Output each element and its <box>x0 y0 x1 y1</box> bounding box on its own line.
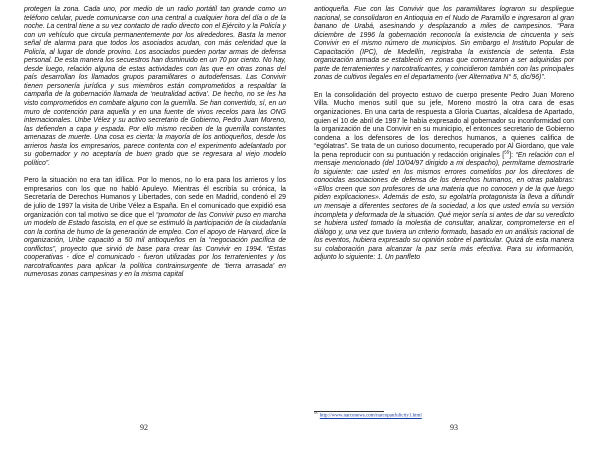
footnote-link[interactable]: http://www.narconews.com/narcopanfulicity1.html <box>319 414 422 419</box>
body-text: Pero la situación no era tan idílica. Por lo menos, no lo era para los arrieros y los empresarios con los que no habló Apuleyo. Mientras él escribía su crónica, la Secretaría de Derechos Humanos y Libertades, con sede en Madrid, condenó el 29 de julio de 1997 la visita de Uribe Vélez a España. En el comunicado que expidió esa organización con tal motivo se dice que el <box>24 177 286 219</box>
paragraph <box>24 6 286 168</box>
quoted-text: “En relación con el mensaje mencionado (del 10/04/97 dirigido a mi despacho), permítame demostrarle lo siguiente: cae usted en los mismos errores cometidos por los directores de conocidas asociaciones de defensa de los derechos humanos, en otras palabras: «Ellos creen que son profesores de una materia que no conocen y de la que luego piden explicaciones». Además de esto, su egolatría protagonista la lleva a difundir un mensaje a diferentes sectores de la sociedad, a los que usted envía su versión incompleta y deformada de la situación. Qué mejor sería si antes de dar su veredicto se hubiera usted tomado la molestia de consultar, analizar, comprometerse en el diálogo y, una vez que tuviera un criterio formado, basado en un análisis racional de los eventos, hubiera expresado su opinión sobre el particular. Quizá de esta manera su colaboración para alcanzar la paz sería más efectiva. Para su información, adjunto lo siguiente: 1. Un panfleto <box>314 151 574 262</box>
footnote-reference: 55 <box>504 149 510 155</box>
right-page-text <box>314 6 574 263</box>
footnote-number: 55 <box>314 411 318 416</box>
page-number: 93 <box>450 423 458 432</box>
quoted-text: “promotor de las Convivir puso en marcha un modelo de Estado fascista, en el que se estimuló la participación de la ciudadanía con la cortina de humo de la generación de empleo. Con el apoyo de Harvard, dice la organización, Uribe capacitó a 50 mil antioqueños en la “negociación pacífica de conflictos”, proyecto que sirvió de base para crear las Convivir en 1994. “Estas cooperativas - dice el comunicado - fueron utilizadas por los terratenientes y los narcotraficantes para aplicar la política contrainsurgente de ‘tierra arrasada’ en numerosas zonas campesinas y en la misma capital <box>24 211 286 279</box>
footnote-divider <box>314 411 384 412</box>
quoted-text: protegen la zona. Cada uno, por medio de un radio portátil tan grande como un teléfono celular, puede comunicarse con una central a cualquier hora del día o de la noche. La central tiene a su vez contacto de radio directo con el Ejército y la Policía y con un vehículo que circula permanentemente por los alrededores. Basta la menor señal de alarma para que todos los asociados acudan, con más celeridad que la Policía, al lugar de donde provino. Los asociados pueden portar armas de defensa personal. De esta manera los secuestros han disminuido en un 70 por ciento. No hay, desde luego, relación alguna de estas actividades con las que en otras zonas del país desarrollan los llamados grupos paramilitares o autodefensas. Las Convivir tienen personería jurídica y sus miembros están comprometidos a respaldar la campaña de la gobernación llamada de ‘neutralidad activa’. De hecho, no se les ha visto comprometidos en combate alguno con la guerrilla. Se han convertido, sí, en un muro de contención para aquella y en una fuente de vivos recelos para las ONG internacionales. Uribe Vélez y su activo secretario de Gobierno, Pedro Juan Moreno, las defienden a capa y espada. Por ello mismo reciben de la guerrilla constantes amenazas de muerte. Una cosa es cierta: la mayoría de los antioqueños, desde los arrieros hasta los empresarios, parece contenta con el experimento adelantado por su gobernador y no aceptaría de buen grado que se regresara al viejo modelo político”. <box>24 6 286 167</box>
body-text: ]: <box>509 151 516 159</box>
quoted-text: antioqueña. Fue con las Convivir que los paramilitares lograron su despliegue nacional, se consolidaron en Antioquia en el Nudo de Paramillo e ingresaron al gran banano de Urabá, asesinando y desplazando a miles de campesinos. “Para diciembre de 1996 la gobernación reconocía la existencia de cincuenta y seis Convivir en el mismo número de municipios. Sin embargo el Instituto Popular de Capacitación (IPC), de Medellín, registraba la existencia de setenta. Esta organización armada se estableció en zonas que comenzaron a ser adquiridas por parte de terratenientes y narcotraficantes, y coincidieron también con las principales zonas de cultivos ilegales en el departamento (ver Alternativa N° 5, dic/96)”. <box>314 6 574 82</box>
right-page <box>300 0 600 450</box>
page-number: 92 <box>140 423 148 432</box>
paragraph <box>24 177 286 280</box>
body-text: En la consolidación del proyecto estuvo de cuerpo presente Pedro Juan Moreno Villa. Mucho menos sutil que su jefe, Moreno mostró la otra cara de esas organizaciones. En una carta de respuesta a Gloria Cuartas, alcaldesa de Apartado, quien el 10 de abril de 1997 le había expresado al gobernador su inconformidad con la organización de una Convivir en su municipio, el entonces secretario de Gobierno condena a los defensores de los derechos humanos, a quienes califica de “ególatras”. Se trata de un curioso documento, recuperado por Al Giordano, que vale la pena reproducir con su puntuación y redacción originales [ <box>314 91 574 159</box>
footnote <box>314 413 422 420</box>
left-page-text <box>24 6 286 280</box>
paragraph <box>314 6 574 83</box>
paragraph <box>314 92 574 263</box>
